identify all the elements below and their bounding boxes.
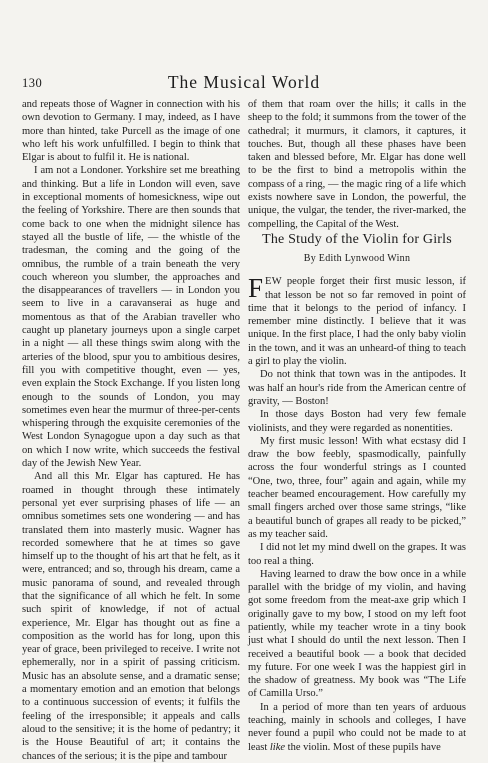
page-number: 130 <box>22 76 43 90</box>
article-paragraph-3: In those days Boston had very few female violinists, and they were regarded as nonentities. <box>248 409 466 434</box>
left-column <box>22 98 240 763</box>
drop-cap: F <box>248 273 264 304</box>
small-caps-lead: EW <box>265 276 282 288</box>
article-paragraph-2: Do not think that town was in the antipodes. It was half an hour's ride from the American centre of gravity, — Boston! <box>248 369 466 407</box>
left-paragraph-2: I am not a Londoner. Yorkshire set me breathing and thinking. But a life in London will even, save in exceptional moments of homesickness, wipe out the feeling of Yorkshire. There are then sounds that come back to one when the midnight silence has stayed all the bustle of life, — the whistle of the tradesman, the coming and the going of the omnibus, the rumble of a train beneath the very couch whereon you slumber, the approaches and the disappearances of travellers — in London you seem to live in a caravanserai as huge and momentous as that of the Arabian traveller who caught up planetary journeys upon a single carpet in a night — all these things swim along with the arteries of the blood, spur you to ambitious desires, fill you with competitive thought, even — yes, even explain the Stock Exchange. If you listen long enough to the sounds of London, you may sometimes even hear the murmur of three-per-cents whispering through the exquisite ceremonies of the West London Synagogue upon a day such as that on which I now write, which succeeds the festival day of the Jewish New Year. <box>22 165 240 470</box>
first-paragraph-text: people forget their first music lesson, if that lesson be not so far removed in point of time that it belongs to the period of infancy. I remember mine distinctly. I believe that it was unique. In the first place, I had the only baby violin in the town, and it was an unheard-of thing to teach a girl to play the violin. <box>248 276 466 368</box>
right-column <box>248 98 466 754</box>
last-paragraph-before: In a period of more than ten years of arduous teaching, mainly in schools and colleges, I have never found a pupil who could not be made to at least <box>248 701 466 753</box>
running-title: The Musical World <box>167 72 321 92</box>
last-paragraph-after: the violin. Most of these pupils have <box>285 741 441 753</box>
right-continuation-paragraph: of them that roam over the hills; it calls in the sheep to the fold; it summons from the tower of the cathedral; it murmurs, it clamors, it captures, it touches. But, though all these phases have been taken and blessed before, Mr. Elgar has done well to be the first to bind a metropolis within the compass of a ring, — the magic ring of a life which exists nowhere save in London, the powerful, the unique, the vulgar, the tender, the river-marked, the compelling, the Capital of the West. <box>248 99 466 230</box>
article-byline: By Edith Lynwood Winn <box>303 252 411 264</box>
article-paragraph-7 <box>248 701 466 754</box>
page-header <box>22 72 466 94</box>
article-first-paragraph <box>248 275 466 368</box>
article-title: The Study of the Violin for Girls <box>262 231 452 247</box>
left-paragraph-1: and repeats those of Wagner in connection with his own devotion to Germany. I may, indeed, as I have more than hinted, take Purcell as the image of one who left his work unfulfilled. I begin to think that Elgar is about to fulfil it. He is national. <box>22 99 240 164</box>
italic-word: like <box>269 741 286 753</box>
article-paragraph-4: My first music lesson! With what ecstasy did I draw the bow feebly, spasmodically, painfully across the four wonderful strings as I counted “One, two, three, four” again and again, while my teacher beamed encouragement. How carefully my small fingers arched over those same strings, “like a beautiful bunch of grapes all ready to be picked,” as my teacher said. <box>248 435 466 540</box>
left-paragraph-3: And all this Mr. Elgar has captured. He has roamed in thought through these intimately personal yet ever surprising phases of life — an omnibus sometimes sets one wondering — and has translated them into masterly music. Wagner has recorded somewhere that he at times so gave himself up to the thought of his art that he felt, as it were, entranced; and so, through his dream, came a music panorama of sound, and revealed through that the significance of all which he felt. In some such spirit of knowledge, if not of actual experience, Mr. Elgar has thought out as fine a composition as the world has for long, upon this year of grace, been privileged to receive. I write not ephemerally, nor in a spirit of passing criticism. Music has an absolute sense, and a dramatic sense; a momentary emotion and an emotion that belongs to a continuous succession of events; it fulfils the feeling of the irresponsible; it appeals and calls aloud to the sensitive; it is the home of pedantry; it is the House Beautiful of art; it contains the chances of the serious; it is the pipe and tambour <box>22 471 240 762</box>
article-paragraph-5: I did not let my mind dwell on the grapes. It was too real a thing. <box>248 542 466 567</box>
article-paragraph-6: Having learned to draw the bow once in a while parallel with the bridge of my violin, and having got some freedom from the meat-axe grip which I originally gave to my bow, I stood on my left foot patiently, while my teacher wrote in a tiny book just what I should do until the next lesson. Then I received a beautiful book — a book that decided my future. For one week I was the happiest girl in the shadow of greatness. My book was “The Life of Camilla Urso.” <box>248 568 466 700</box>
